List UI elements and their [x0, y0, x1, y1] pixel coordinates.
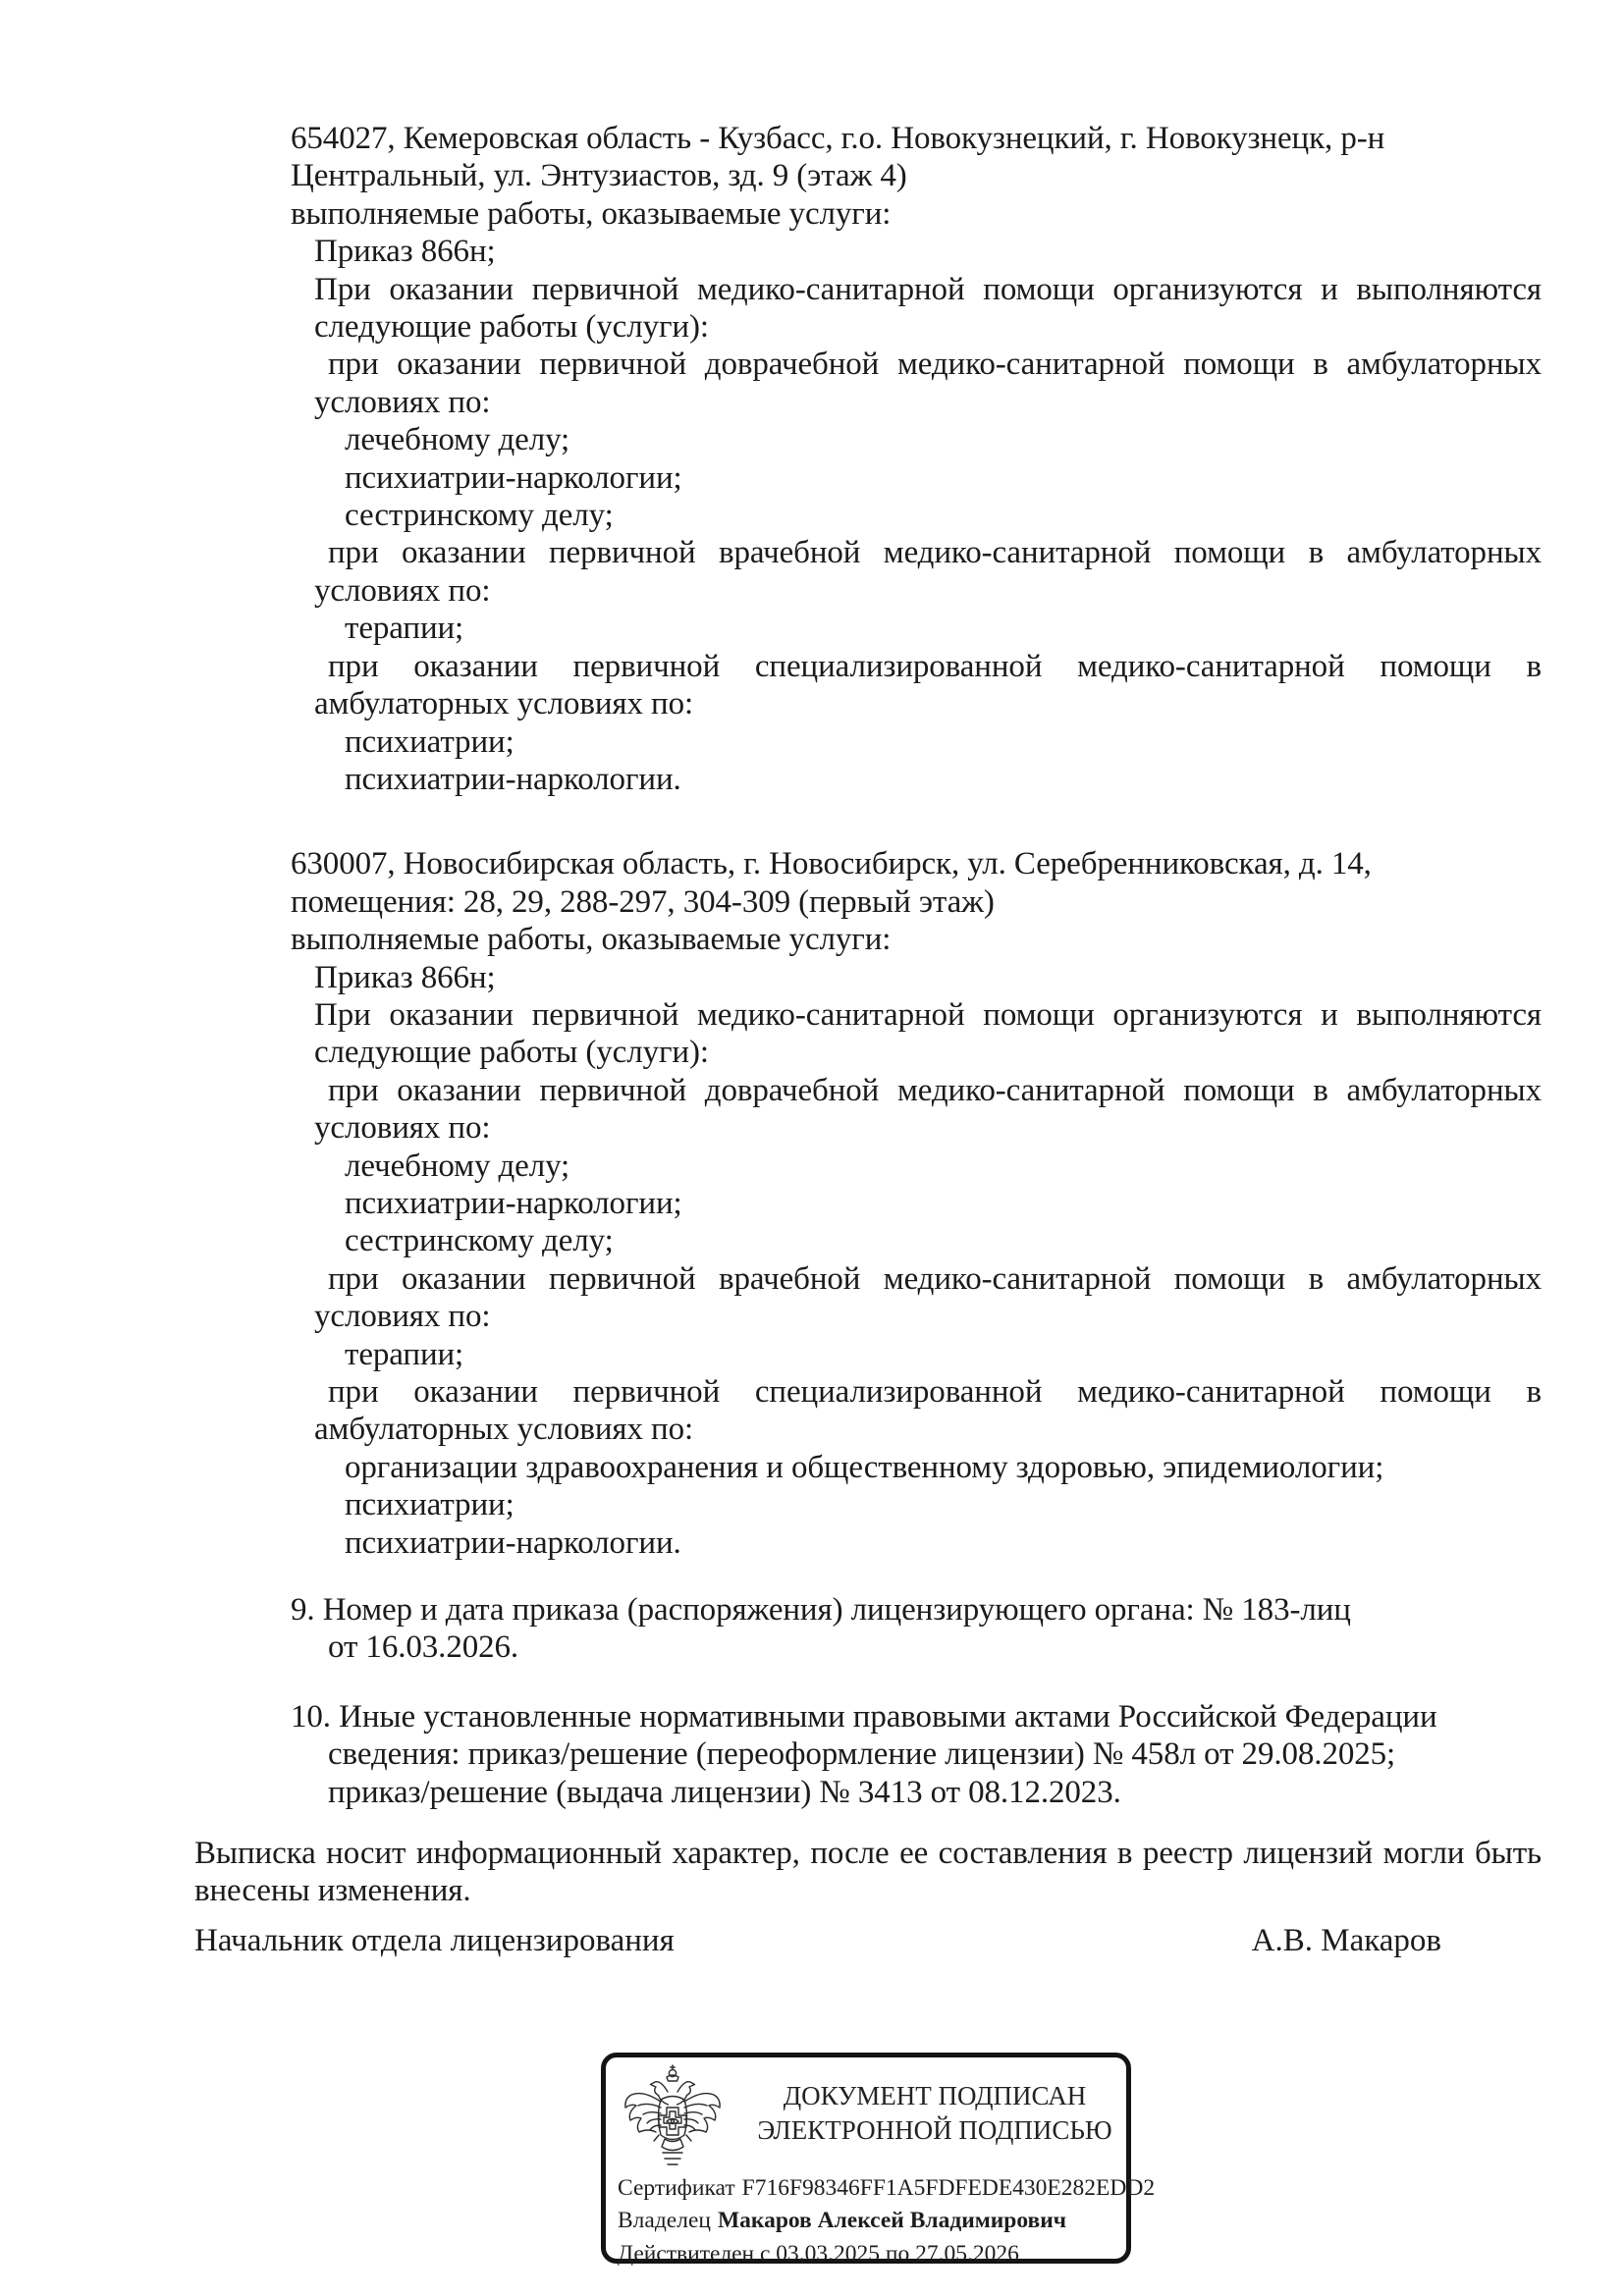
text-line: при оказании первичной специализированной медико-санитарной помощи в [328, 1374, 1542, 1410]
text-line: при оказании первичной врачебной медико-санитарной помощи в амбулаторных [328, 535, 1542, 571]
text-line: терапии; [345, 611, 464, 647]
text-line: амбулаторных условиях по: [314, 686, 694, 722]
text-line: психиатрии; [345, 1487, 514, 1523]
signature-row [194, 1922, 1441, 1959]
text-line: следующие работы (услуги): [314, 309, 709, 346]
stamp-title-line2: ЭЛЕКТРОННОЙ ПОДПИСЬЮ [757, 2115, 1112, 2145]
text-line: психиатрии; [345, 723, 514, 760]
text-line: Приказ 866н; [314, 234, 496, 270]
text-line: лечебному делу; [345, 422, 570, 458]
certificate-value: F716F98346FF1A5FDFEDE430E282EDD2 [741, 2175, 1156, 2201]
electronic-signature-stamp [601, 2053, 1156, 2267]
text-line: Приказ 866н; [314, 959, 496, 995]
text-line: При оказании первичной медико-санитарной помощи организуются и выполняются [314, 996, 1542, 1033]
text-line: при оказании первичной специализированной медико-санитарной помощи в [328, 648, 1542, 684]
text-line: При оказании первичной медико-санитарной помощи организуются и выполняются [314, 271, 1542, 307]
text-line: сведения: приказ/решение (переоформление лицензии) № 458л от 29.08.2025; [328, 1736, 1396, 1773]
text-line: при оказании первичной доврачебной медико-санитарной помощи в амбулаторных [328, 1072, 1542, 1108]
double-headed-eagle-icon [623, 2064, 722, 2173]
text-line: сестринскому делу; [345, 1223, 614, 1259]
license-text [291, 120, 1542, 1811]
text-line: от 16.03.2026. [328, 1629, 519, 1666]
text-line: при оказании первичной доврачебной медико-санитарной помощи в амбулаторных [328, 347, 1542, 383]
text-line: 10. Иные установленные нормативными правовыми актами Российской Федерации [291, 1698, 1437, 1735]
text-line: приказ/решение (выдача лицензии) № 3413 от 08.12.2023. [328, 1774, 1121, 1810]
stamp-certificate-line [618, 2172, 1156, 2205]
text-line: выполняемые работы, оказываемые услуги: [291, 922, 892, 958]
text-line: выполняемые работы, оказываемые услуги: [291, 195, 892, 232]
stamp-title [751, 2079, 1118, 2148]
certificate-label: Сертификат [618, 2175, 735, 2201]
informational-note [194, 1835, 1542, 1910]
text-line: при оказании первичной врачебной медико-санитарной помощи в амбулаторных [328, 1260, 1542, 1297]
text-line: внесены изменения. [194, 1873, 471, 1909]
text-line: организации здравоохранения и общественному здоровью, эпидемиологии; [345, 1449, 1384, 1485]
text-line: условиях по: [314, 1110, 491, 1147]
text-line: Центральный, ул. Энтузиастов, зд. 9 (этаж 4) [291, 158, 907, 194]
text-line: амбулаторных условиях по: [314, 1412, 694, 1448]
owner-label: Владелец [618, 2208, 711, 2234]
owner-name: Макаров Алексей Владимирович [717, 2208, 1067, 2234]
text-block-2 [291, 845, 1542, 1562]
text-line: психиатрии-наркологии. [345, 1524, 681, 1561]
stamp-info [618, 2172, 1156, 2270]
text-line: 654027, Кемеровская область - Кузбасс, г.о. Новокузнецкий, г. Новокузнецк, р-н [291, 121, 1385, 156]
text-line: психиатрии-наркологии; [345, 459, 682, 496]
text-line: следующие работы (услуги): [314, 1035, 709, 1071]
text-line: сестринскому делу; [345, 498, 614, 534]
text-line: психиатрии-наркологии. [345, 761, 681, 797]
stamp-validity-line: Действителен с 03.03.2025 по 27.05.2026 [618, 2240, 1019, 2267]
text-line: условиях по: [314, 572, 491, 609]
text-block-1 [291, 120, 1542, 798]
text-line: условиях по: [314, 1299, 491, 1335]
signer-position: Начальник отдела лицензирования [194, 1923, 675, 1958]
text-line: лечебному делу; [345, 1148, 570, 1184]
stamp-owner-line [618, 2205, 1118, 2237]
text-block-3 [291, 1591, 1542, 1667]
text-line: Выписка носит информационный характер, после ее составления в реестр лицензий могли быть [194, 1836, 1542, 1871]
text-line: 630007, Новосибирская область, г. Новосибирск, ул. Серебренниковская, д. 14, [291, 846, 1372, 882]
text-line: помещения: 28, 29, 288-297, 304-309 (первый этаж) [291, 883, 995, 920]
text-line: психиатрии-наркологии; [345, 1185, 682, 1221]
text-line: условиях по: [314, 384, 491, 420]
text-block-4 [291, 1698, 1542, 1811]
text-line: 9. Номер и дата приказа (распоряжения) лицензирующего органа: № 183-лиц [291, 1592, 1351, 1629]
text-line: терапии; [345, 1336, 464, 1372]
stamp-title-line1: ДОКУМЕНТ ПОДПИСАН [783, 2081, 1087, 2110]
signer-name: А.В. Макаров [1251, 1923, 1441, 1958]
